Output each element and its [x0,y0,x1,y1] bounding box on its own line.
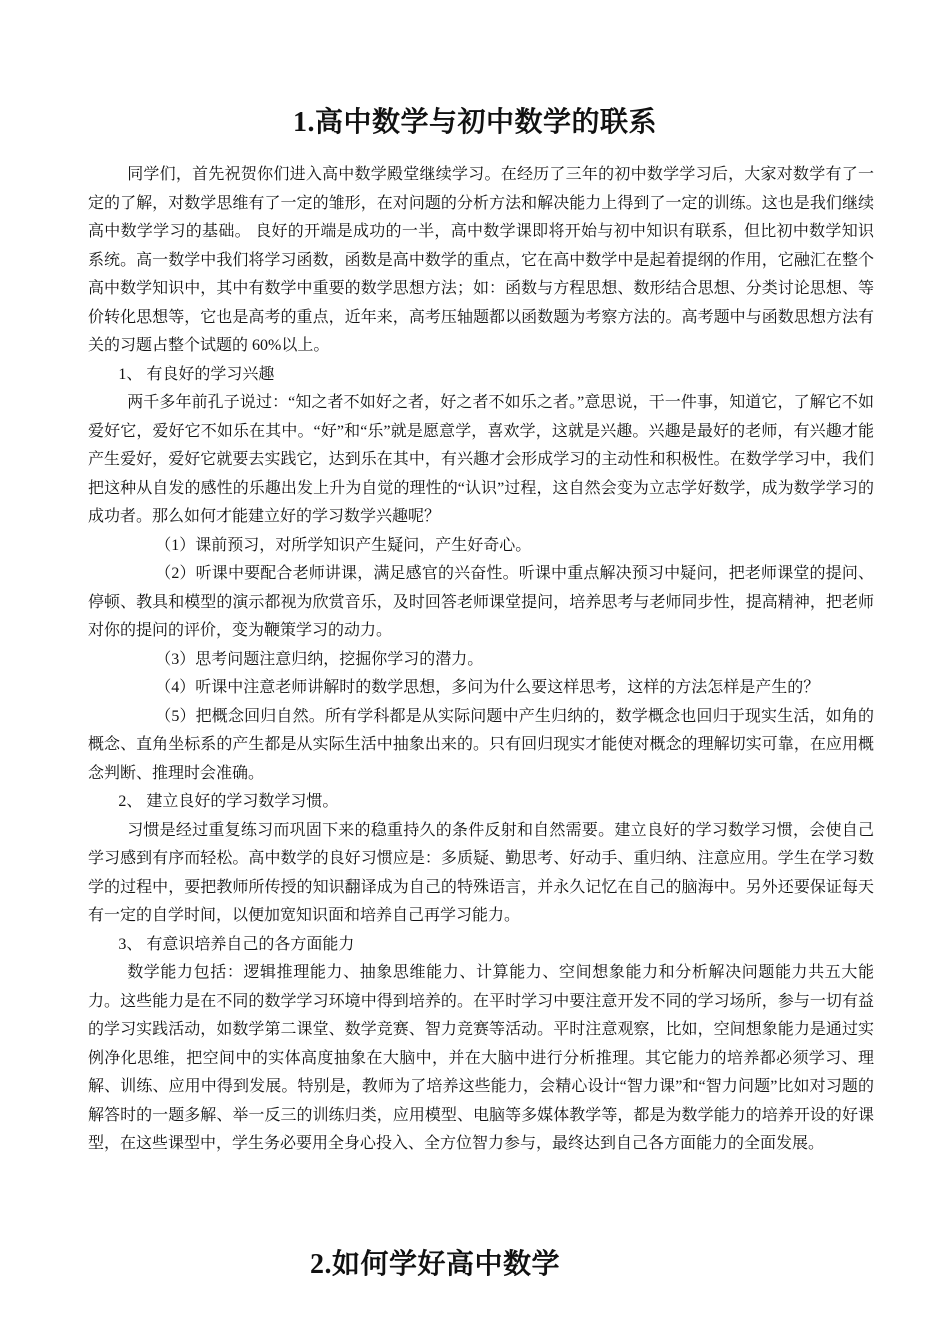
section-1-title: 1.高中数学与初中数学的联系 [292,107,657,138]
list-subitem-4: （4）听课中注意老师讲解时的数学思想，多问为什么要这样思考，这样的方法怎样是产生的？ [155,679,820,696]
paragraph-interest: 两千多年前孔子说过：“知之者不如好之者，好之者不如乐之者。”意思说，干一件事，知道它，了解它不如爱好它，爱好它不如乐在其中。“好”和“乐”就是愿意学，喜欢学，这就是兴趣。兴趣是最好的老师，有兴趣才能产生爱好，爱好它就要去实践它，达到乐在其中，有兴趣才会形成学习的主动性和积极性。在数学学习中，我们把这种从自发的感性的乐趣出发上升为自觉的理性的“认识”过程，这自然会变为立志学好数学，成为数学学习的成功者。那么如何才能建立好的学习数学兴趣呢？ [88,394,874,525]
list-subitem-2: （2）听课中要配合老师讲课，满足感官的兴奋性。听课中重点解决预习中疑问，把老师课堂的提问、停顿、教具和模型的演示都视为欣赏音乐，及时回答老师课堂提问，培养思考与老师同步性，提高精神，把老师对你的提问的评价，变为鞭策学习的动力。 [88,565,874,639]
list-subitem-1: （1）课前预习，对所学知识产生疑问，产生好奇心。 [155,536,532,554]
paragraph-intro: 同学们，首先祝贺你们进入高中数学殿堂继续学习。在经历了三年的初中数学学习后，大家对数学有了一定的了解，对数学思维有了一定的雏形，在对问题的分析方法和解决能力上得到了一定的训练。这也是我们继续高中数学学习的基础。 良好的开端是成功的一半，高中数学课即将开始与初中知识有联系，但比初中数学知识系统。高一数学中我们将学习函数，函数是高中数学的重点，它在高中数学中是起着提纲的作用，它融汇在整个高中数学知识中，其中有数学中重要的数学思想方法；如：函数与方程思想、数形结合思想、分类讨论思想、等价转化思想等，它也是高考的重点，近年来，高考压轴题都以函数题为考察方法的。高考题中与函数思想方法有关的习题占整个试题的 60%以上。 [88,166,874,354]
list-heading-2: 2、 建立良好的学习数学习惯。 [118,793,339,810]
list-heading-3: 3、 有意识培养自己的各方面能力 [118,935,355,953]
list-heading-1: 1、 有良好的学习兴趣 [118,365,275,383]
list-subitem-3: （3）思考问题注意归纳，挖掘你学习的潜力。 [155,650,484,668]
paragraph-abilities: 数学能力包括：逻辑推理能力、抽象思维能力、计算能力、空间想象能力和分析解决问题能力共五大能力。这些能力是在不同的数学学习环境中得到培养的。在平时学习中要注意开发不同的学习场所，参与一切有益的学习实践活动，如数学第二课堂、数学竞赛、智力竞赛等活动。平时注意观察，比如，空间想象能力是通过实例净化思维，把空间中的实体高度抽象在大脑中，并在大脑中进行分析推理。其它能力的培养都必须学习、理解、训练、应用中得到发展。特别是，教师为了培养这些能力，会精心设计“智力课”和“智力问题”比如对习题的解答时的一题多解、举一反三的训练归类，应用模型、电脑等多媒体教学等，都是为数学能力的培养开设的好课型，在这些课型中，学生务必要用全身心投入、全方位智力参与，最终达到自己各方面能力的全面发展。 [88,964,874,1152]
list-subitem-5: （5）把概念回归自然。所有学科都是从实际问题中产生归纳的，数学概念也回归于现实生活，如角的概念、直角坐标系的产生都是从实际生活中抽象出来的。只有回归现实才能使对概念的理解切实可靠，在应用概念判断、推理时会准确。 [88,707,874,782]
section-1-body [88,161,874,1159]
paragraph-habits: 习惯是经过重复练习而巩固下来的稳重持久的条件反射和自然需要。建立良好的学习数学习惯，会使自己学习感到有序而轻松。高中数学的良好习惯应是：多质疑、勤思考、好动手、重归纳、注意应用。学生在学习数学的过程中，要把教师所传授的知识翻译成为自己的特殊语言，并永久记忆在自己的脑海中。另外还要保证每天有一定的自学时间，以便加宽知识面和培养自己再学习能力。 [88,821,874,924]
section-2-title: 2.如何学好高中数学 [309,1249,560,1280]
